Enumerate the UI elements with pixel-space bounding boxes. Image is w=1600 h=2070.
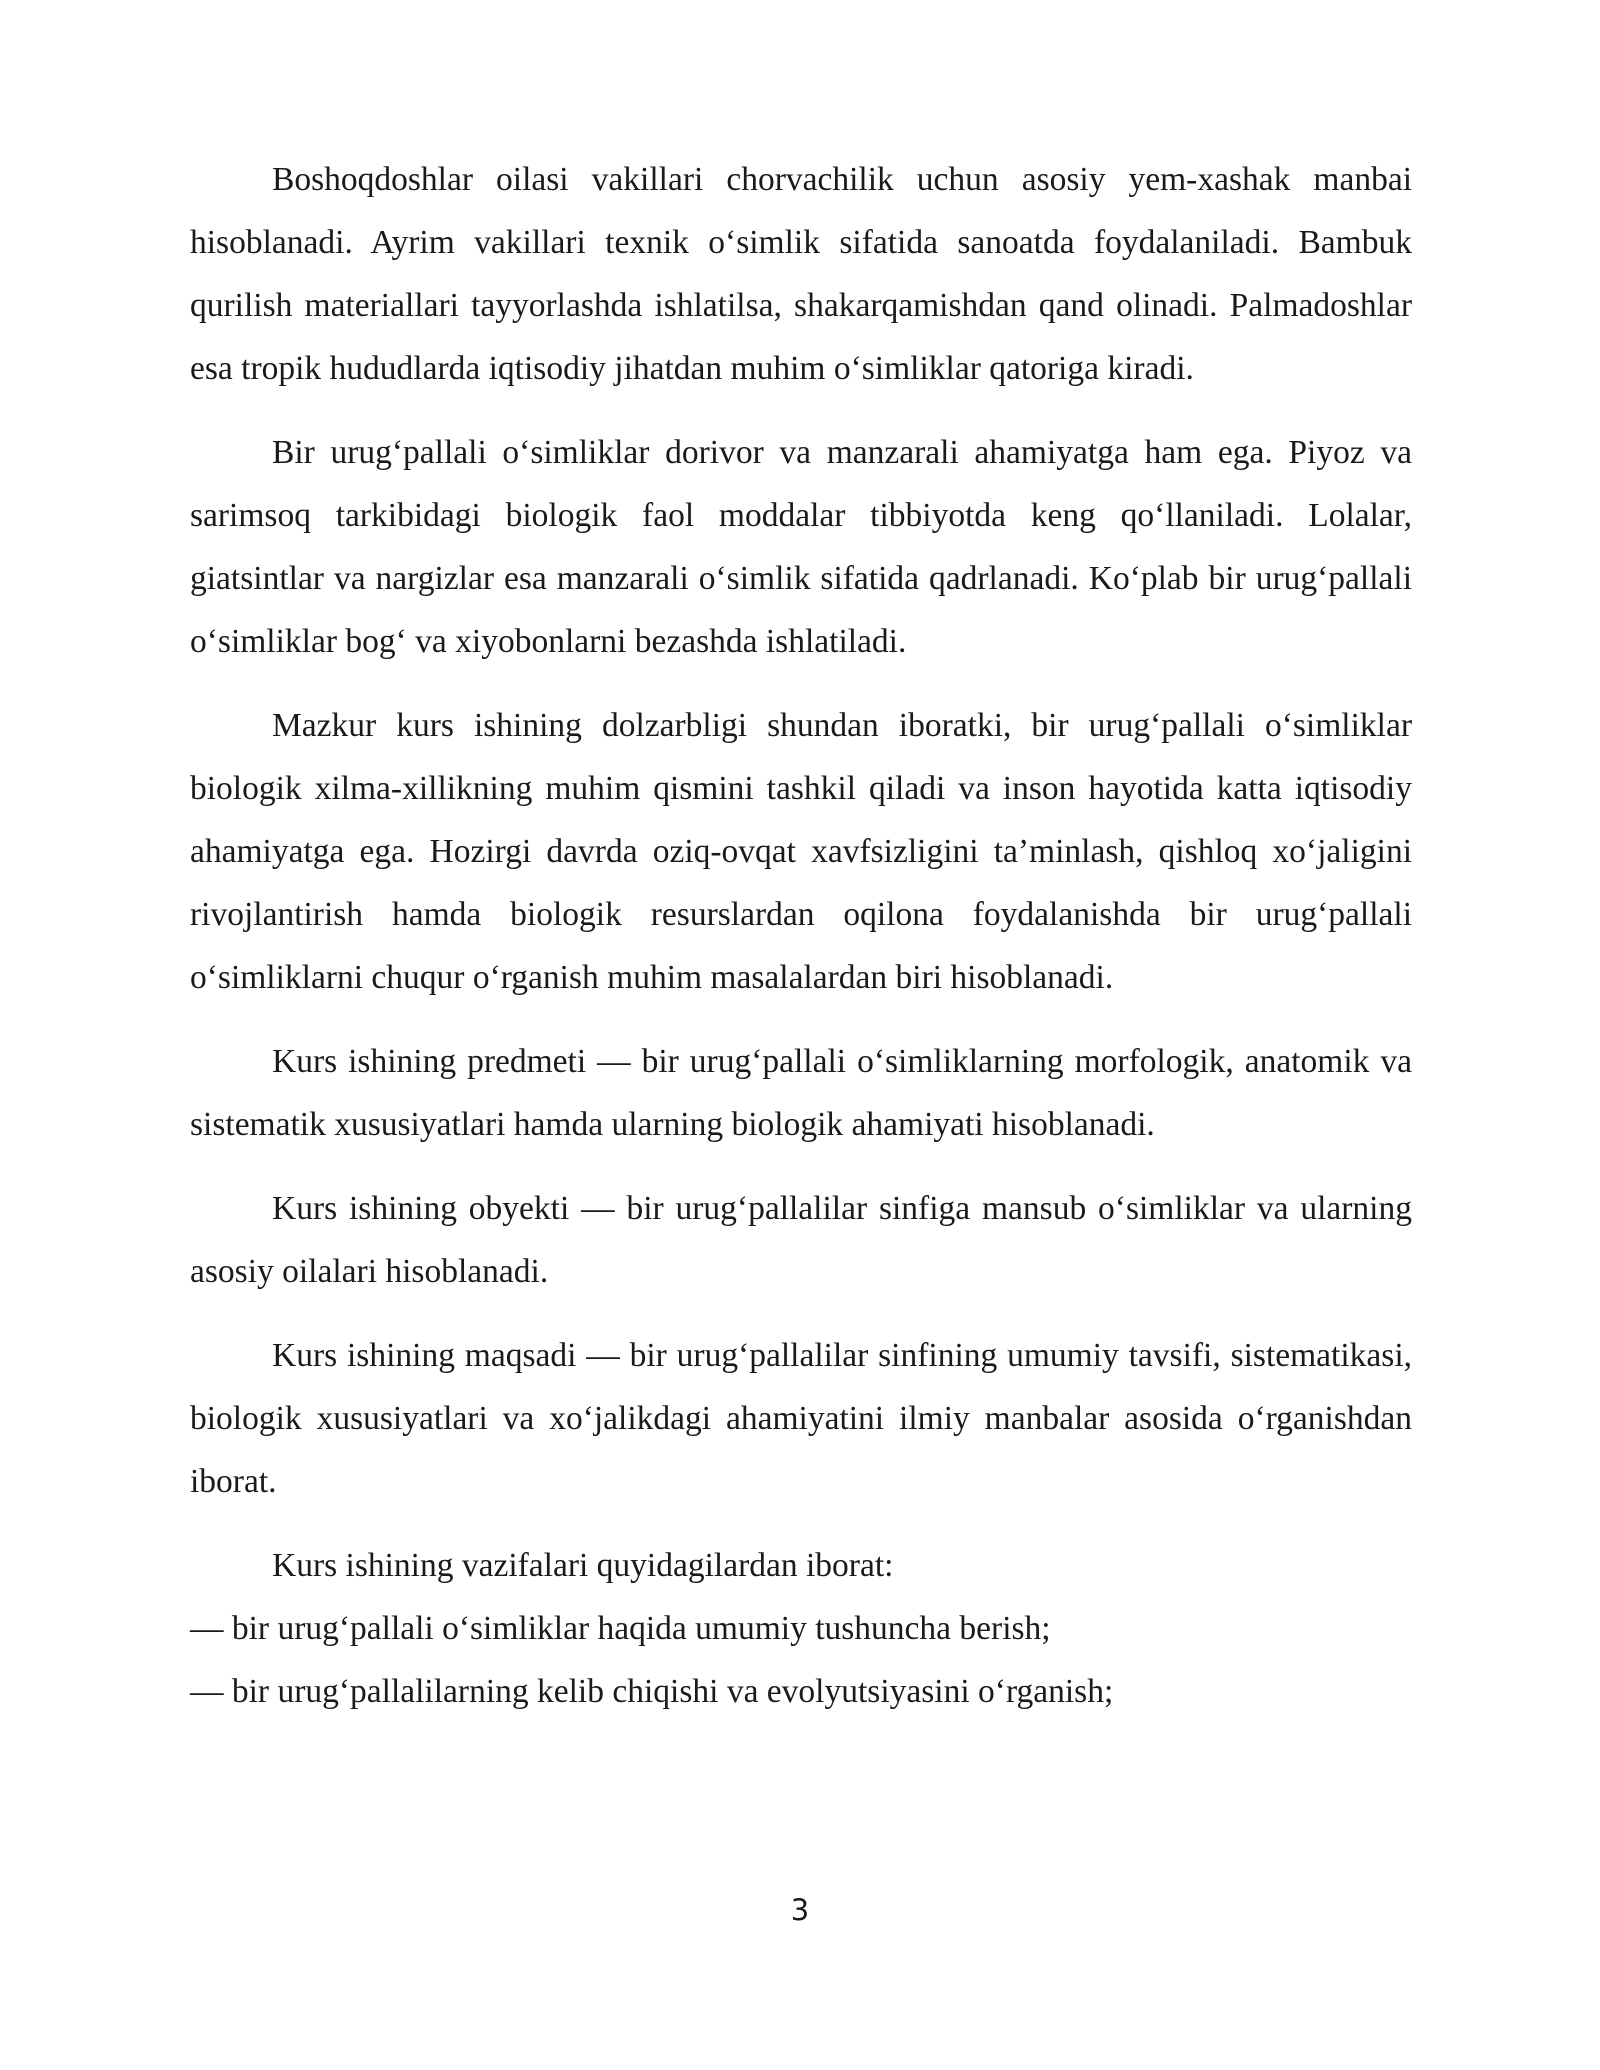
task-item: — bir urug‘pallalilarning kelib chiqishi va evolyutsiyasini o‘rganish; (190, 1673, 1114, 1710)
paragraph-fodder-uses: Boshoqdoshlar oilasi vakillari chorvachilik uchun asosiy yem-xashak manbai hisoblanadi. Ayrim vakillari texnik o‘simlik sifatida sanoatda foydalaniladi. Bambuk qurilish materiallari tayyorlashda ishlatilsa, shakarqamishdan qand olinadi. Palmadoshlar esa tropik hududlarda iqtisodiy jihatdan muhim o‘simliklar qatoriga kiradi. (190, 161, 1412, 387)
task-item: — bir urug‘pallali o‘simliklar haqida umumiy tushuncha berish; (190, 1610, 1051, 1647)
paragraph-subject: Kurs ishining predmeti — bir urug‘pallali o‘simliklarning morfologik, anatomik va sistematik xususiyatlari hamda ularning biologik ahamiyati hisoblanadi. (190, 1043, 1412, 1143)
paragraph-goal: Kurs ishining maqsadi — bir urug‘pallalilar sinfining umumiy tavsifi, sistematikasi, biologik xususiyatlari va xo‘jalikdagi ahamiyatini ilmiy manbalar asosida o‘rganishdan iborat. (190, 1337, 1412, 1500)
paragraph-relevance: Mazkur kurs ishining dolzarbligi shundan iboratki, bir urug‘pallali o‘simliklar biologik xilma-xillikning muhim qismini tashkil qiladi va inson hayotida katta iqtisodiy ahamiyatga ega. Hozirgi davrda oziq-ovqat xavfsizligini ta’minlash, qishloq xo‘jaligini rivojlantirish hamda biologik resurslardan oqilona foydalanishda bir urug‘pallali o‘simliklarni chuqur o‘rganish muhim masalalardan biri hisoblanadi. (190, 707, 1412, 996)
paragraph-medicinal-ornamental: Bir urug‘pallali o‘simliklar dorivor va manzarali ahamiyatga ham ega. Piyoz va sarimsoq tarkibidagi biologik faol moddalar tibbiyotda keng qo‘llaniladi. Lolalar, giatsintlar va nargizlar esa manzarali o‘simlik sifatida qadrlanadi. Ko‘plab bir urug‘pallali o‘simliklar bog‘ va xiyobonlarni bezashda ishlatiladi. (190, 434, 1412, 660)
paragraph-object: Kurs ishining obyekti — bir urug‘pallalilar sinfiga mansub o‘simliklar va ularning asosiy oilalari hisoblanadi. (190, 1190, 1412, 1290)
tasks-list (190, 1597, 1412, 1723)
paragraph-tasks-intro: Kurs ishining vazifalari quyidagilardan iborat: (272, 1547, 894, 1584)
document-page (190, 148, 1412, 1723)
page-number: 3 (790, 1893, 810, 1927)
